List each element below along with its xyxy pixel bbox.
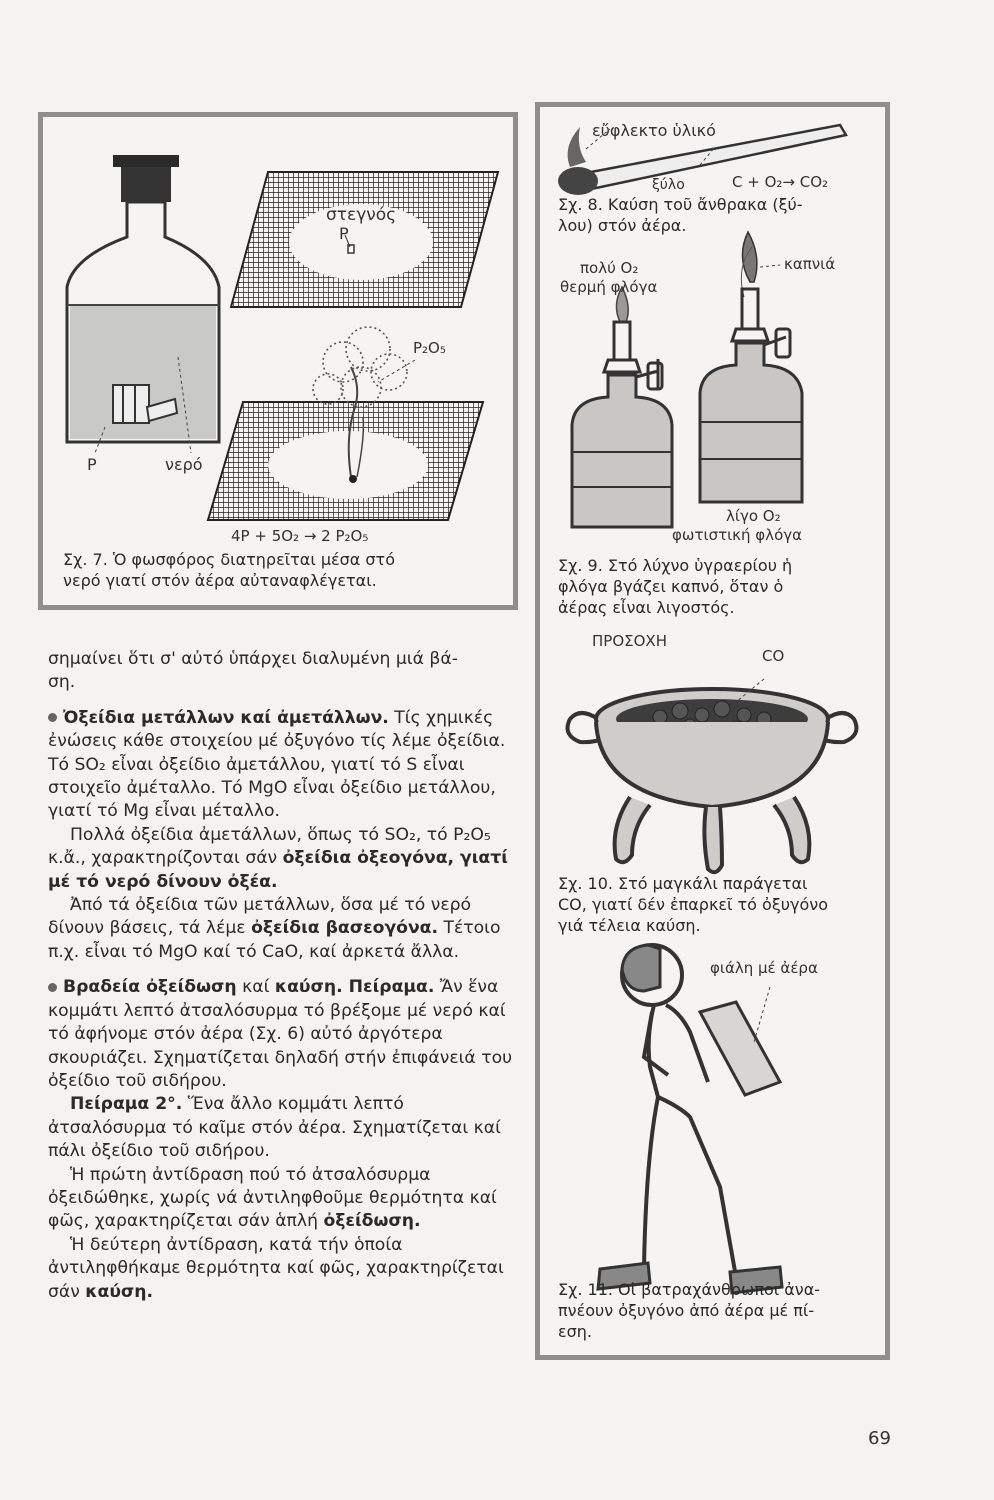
figure-7-equation: 4P + 5O₂ → 2 P₂O₅: [231, 527, 369, 545]
page-number: 69: [868, 1428, 891, 1449]
label-bottle: φιάλη μέ ἀέρα: [710, 959, 818, 977]
figure-8-caption: Σχ. 8. Καύση τοῦ ἄνθρακα (ξύ- λου) στόν ἀέρα.: [558, 195, 803, 235]
label-attention: ΠΡΟΣΟΧΗ: [592, 632, 667, 650]
oxides-acid-paragraph: Πολλά ὀξείδια ἀμετάλλων, ὅπως τό SO₂, τό P₂O₅ κ.ἄ., χαρακτηρίζονται σάν ὀξείδια ὀξεογόνα, γιατί μέ τό νερό δίνουν ὀξέα.: [48, 824, 508, 892]
slow-oxidation-paragraph: Βραδεία ὀξείδωση καί καύση. Πείραμα. Ἄν ἕνα κομμάτι λεπτό ἀτσαλόσυρμα τό βρέξομε μέ νερό καί τό ἀφήνομε στόν ἀέρα (Σχ. 6) αὐτό ἀργότερα σκουριάζει. Σχηματίζεται δηλαδή στήν ἐπιφάνειά του ὀξείδιο τοῦ σιδήρου.: [48, 977, 513, 1091]
label-p-top: P: [339, 224, 349, 243]
oxides-base-paragraph: Ἀπό τά ὀξείδια τῶν μετάλλων, ὅσα μέ τό νερό δίνουν βάσεις, τά λέμε ὀξείδια βασεογόνα. Τέτοιο π.χ. εἶναι τό MgO καί τό CaO, καί ἀρκετά ἄλλα.: [48, 895, 501, 962]
label-nero: νερό: [165, 455, 203, 474]
label-soot: καπνιά: [784, 255, 836, 273]
figure-8-equation: C + O₂→ CO₂: [732, 173, 829, 191]
label-little-o2: λίγο O₂: [726, 507, 781, 525]
label-hot-flame: θερμή φλόγα: [560, 278, 658, 296]
experiment-2-paragraph: Πείραμα 2°. Ἕνα ἄλλο κομμάτι λεπτό ἀτσαλόσυρμα τό καῖμε στόν ἀέρα. Σχηματίζεται καί πάλι ὀξείδιο τοῦ σιδήρου.: [48, 1094, 501, 1162]
oxides-heading: Ὀξείδια μετάλλων καί ἀμετάλλων.: [63, 707, 389, 728]
label-p2o5: P₂O₅: [413, 339, 446, 357]
body-text: [48, 648, 526, 1304]
label-much-o2: πολύ O₂: [580, 259, 639, 277]
figure-10-caption: Σχ. 10. Στό μαγκάλι παράγεται CO, γιατί δέν ἐπαρκεῖ τό ὀξυγόνο γιά τέλεια καύση.: [558, 874, 828, 935]
first-reaction-paragraph: Ἡ πρώτη ἀντίδραση πού τό ἀτσαλόσυρμα ὀξειδώθηκε, χωρίς νά ἀντιληφθοῦμε θερμότητα καί φῶς, χαρακτηρίζεται σάν ἁπλή ὀξείδωση.: [48, 1164, 497, 1232]
figure-11-caption: Σχ. 11. Οἱ βατραχάνθρωποι ἀνα- πνέουν ὀξυγόνο ἀπό ἀέρα μέ πί- εση.: [558, 1280, 821, 1341]
bullet-icon: [48, 983, 57, 992]
label-light-flame: φωτιστική φλόγα: [672, 526, 803, 544]
oxides-paragraph: Ὀξείδια μετάλλων καί ἀμετάλλων. Τίς χημικές ἐνώσεις κάθε στοιχείου μέ ὀξυγόνο τίς λέμε ὀξείδια. Τό SO₂ εἶναι ὀξείδιο ἀμετάλλου, γιατί τό S εἶναι στοιχεῖο ἀμέταλλο. Τό MgO εἶναι ὀξείδιο μετάλλου, γιατί τό Mg εἶναι μέταλλο.: [48, 707, 506, 822]
figure-9-caption: Σχ. 9. Στό λύχνο ὑγραερίου ἡ φλόγα βγάζει καπνό, ὅταν ὁ ἀέρας εἶναι λιγοστός.: [558, 556, 793, 617]
text-line-1: σημαίνει ὅτι σ' αὐτό ὑπάρχει διαλυμένη μιά βά-: [48, 649, 458, 669]
figure-7-caption: Σχ. 7. Ὁ φωσφόρος διατηρεῖται μέσα στό νερό γιατί στόν ἀέρα αὐταναφλέγεται.: [63, 550, 395, 590]
bullet-icon: [48, 713, 57, 722]
label-stegnos: στεγνός: [326, 205, 397, 225]
label-xylo: ξύλο: [652, 177, 685, 193]
label-co: CO: [762, 647, 785, 665]
text-line-2: ση.: [48, 672, 76, 693]
figure-7-panel: [38, 112, 518, 610]
second-reaction-paragraph: Ἡ δεύτερη ἀντίδραση, κατά τήν ὁποία ἀντιληφθήκαμε θερμότητα καί φῶς, χαρακτηρίζεται σάν καύση.: [48, 1234, 504, 1302]
label-p-left: P: [87, 455, 97, 474]
right-figures-panel: [535, 102, 890, 1360]
label-euflekto: εὔφλεκτο ὑλικό: [592, 121, 716, 140]
